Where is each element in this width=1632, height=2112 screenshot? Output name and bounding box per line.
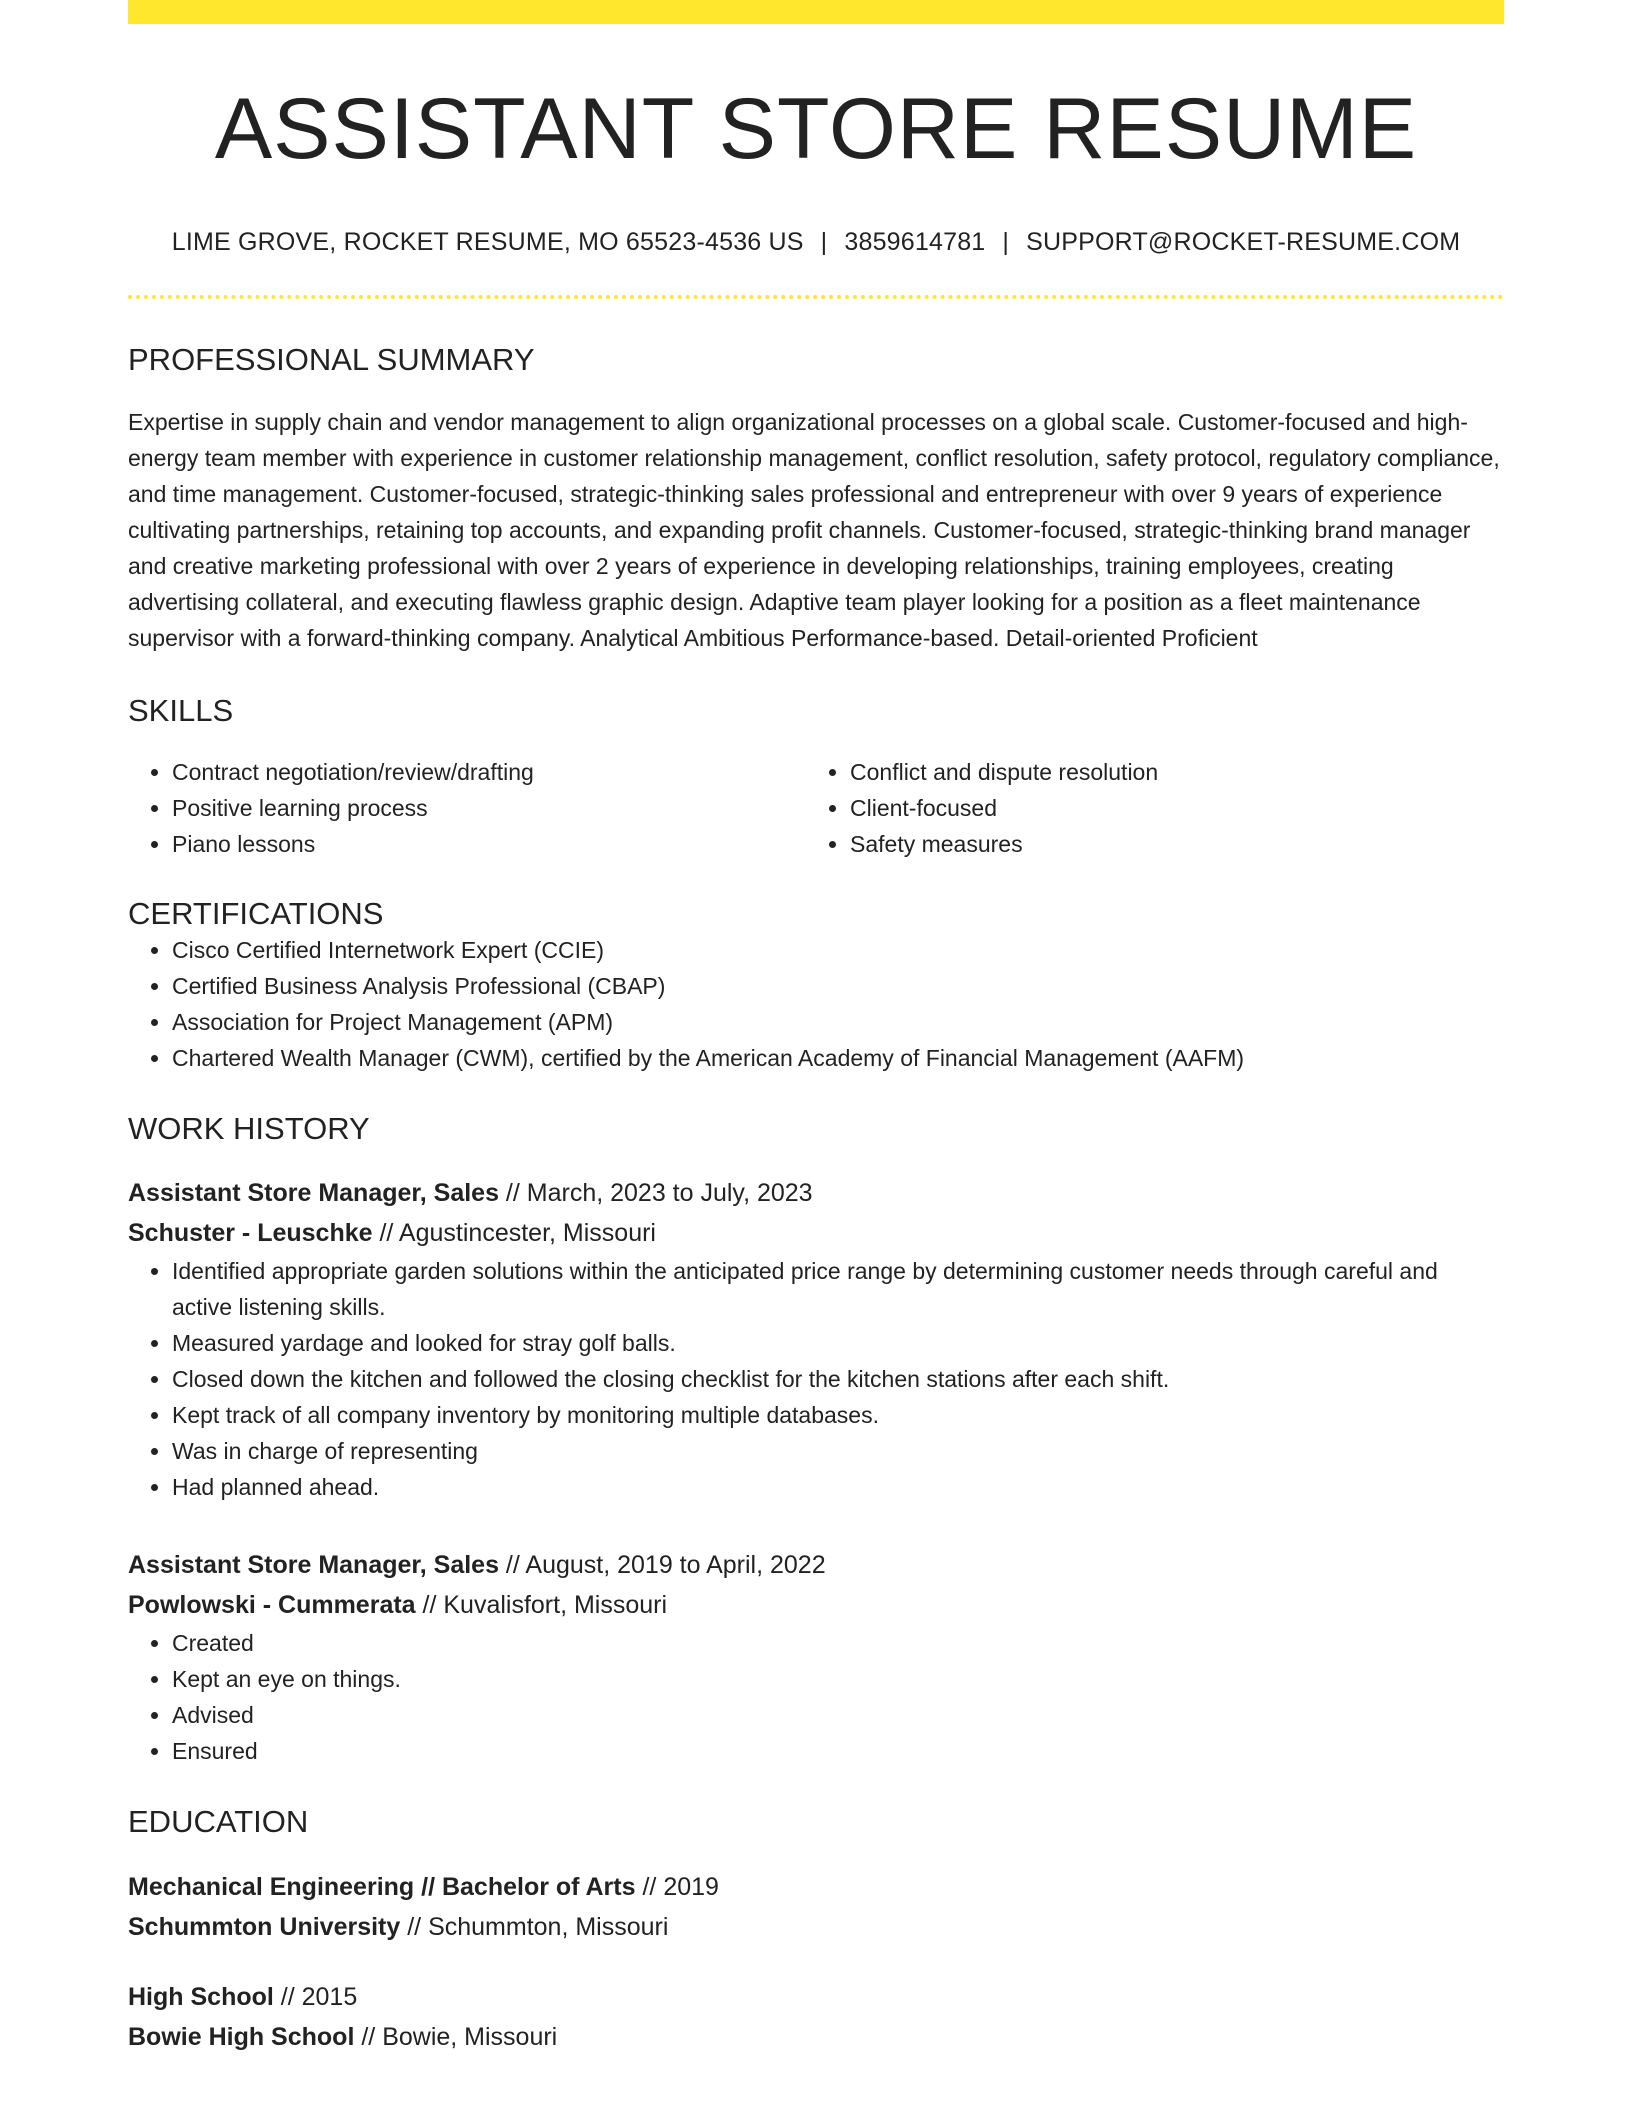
summary-text: Expertise in supply chain and vendor management to align organizational processes on a global scale. Customer-focused and high-energy team member with experience in customer relationship management, conflict resolution, safety protocol, regulatory compliance, and time management. Customer-focused, strategic-thinking sales professional and entrepreneur with over 9 years of experience cultivating partnerships, retaining top accounts, and expanding profit channels. Customer-focused, strategic-thinking brand manager and creative marketing professional with over 2 years of experience in developing relationships, training employees, creating advertising collateral, and executing flawless graphic design. Adaptive team player looking for a position as a fleet maintenance supervisor with a forward-thinking company. Analytical Ambitious Performance-based. Detail-oriented Proficient [128, 408, 1500, 651]
contact-phone: 3859614781 [844, 227, 986, 256]
skill-item: • Contract negotiation/review/drafting [172, 754, 806, 790]
contact-separator: | [820, 227, 828, 256]
education-degree: High School [128, 1982, 274, 2011]
accent-top-bar [128, 0, 1504, 24]
job-duty: • Advised [172, 1697, 1504, 1733]
skills-list [128, 754, 1504, 862]
job-duty: • Created [172, 1625, 1504, 1661]
skill-item: • Conflict and dispute resolution [850, 754, 1504, 790]
contact-address: LIME GROVE, ROCKET RESUME, MO 65523-4536 US [171, 227, 804, 256]
education-school-line [128, 2017, 1504, 2057]
education-location: // Bowie, Missouri [354, 2022, 558, 2051]
job-duty: • Had planned ahead. [172, 1469, 1504, 1505]
skill-item: • Safety measures [850, 826, 1504, 862]
certification-item: • Cisco Certified Internetwork Expert (CCIE) [172, 932, 1504, 968]
education-location: // Schummton, Missouri [400, 1912, 669, 1941]
education-year: // 2019 [635, 1872, 719, 1901]
job-location: // Agustincester, Missouri [372, 1219, 656, 1248]
job-duty: • Kept an eye on things. [172, 1661, 1504, 1697]
resume-title: ASSISTANT STORE RESUME [214, 81, 1418, 177]
education-school-line [128, 1907, 1504, 1947]
certification-item: • Certified Business Analysis Professional (CBAP) [172, 968, 1504, 1004]
skills-column-left [128, 754, 806, 862]
skill-item: • Piano lessons [172, 826, 806, 862]
education-school: Schummton University [128, 1912, 401, 1941]
education-degree-line [128, 1977, 1504, 2017]
job-entry [128, 1173, 1504, 1505]
resume-page [128, 0, 1504, 2057]
education-degree: Mechanical Engineering // Bachelor of Arts [128, 1872, 636, 1901]
skill-item: • Client-focused [850, 790, 1504, 826]
certifications-heading: CERTIFICATIONS [128, 895, 384, 931]
job-duty: • Identified appropriate garden solutions within the anticipated price range by determining customer needs through careful and active listening skills. [172, 1253, 1504, 1325]
work-history-heading: WORK HISTORY [128, 1111, 370, 1147]
dotted-divider [128, 295, 1504, 299]
certification-item: • Association for Project Management (APM) [172, 1004, 1504, 1040]
job-duty: • Ensured [172, 1733, 1504, 1769]
skill-item: • Positive learning process [172, 790, 806, 826]
job-duty: • Measured yardage and looked for stray golf balls. [172, 1325, 1504, 1361]
job-entry [128, 1545, 1504, 1769]
education-year: // 2015 [273, 1982, 358, 2011]
job-role: Assistant Store Manager, Sales [128, 1179, 499, 1208]
job-duty: • Kept track of all company inventory by monitoring multiple databases. [172, 1397, 1504, 1433]
job-duties-list [128, 1625, 1504, 1769]
job-role: Assistant Store Manager, Sales [128, 1551, 499, 1580]
job-title-line [128, 1173, 1504, 1213]
contact-line [128, 227, 1504, 257]
skills-heading: SKILLS [128, 692, 234, 728]
education-entry [128, 1867, 1504, 1947]
job-duty: • Closed down the kitchen and followed the closing checklist for the kitchen stations after each shift. [172, 1361, 1504, 1397]
job-duty: • Was in charge of representing [172, 1433, 1504, 1469]
certification-item: • Chartered Wealth Manager (CWM), certified by the American Academy of Financial Management (AAFM) [172, 1040, 1504, 1076]
job-company-line [128, 1213, 1504, 1253]
job-title-line [128, 1545, 1504, 1585]
job-location: // Kuvalisfort, Missouri [415, 1591, 668, 1620]
job-company: Powlowski - Cummerata [128, 1591, 416, 1620]
education-school: Bowie High School [128, 2022, 355, 2051]
skills-column-right [806, 754, 1504, 862]
education-entry [128, 1977, 1504, 2057]
job-dates: // March, 2023 to July, 2023 [498, 1179, 813, 1208]
contact-email: SUPPORT@ROCKET-RESUME.COM [1026, 227, 1461, 256]
summary-heading: PROFESSIONAL SUMMARY [128, 341, 535, 377]
contact-separator: | [1002, 227, 1010, 256]
certifications-list [128, 932, 1504, 1076]
job-company-line [128, 1585, 1504, 1625]
education-degree-line [128, 1867, 1504, 1907]
job-dates: // August, 2019 to April, 2022 [498, 1551, 826, 1580]
job-company: Schuster - Leuschke [128, 1219, 373, 1248]
job-duties-list [128, 1253, 1504, 1505]
education-heading: EDUCATION [128, 1804, 309, 1840]
